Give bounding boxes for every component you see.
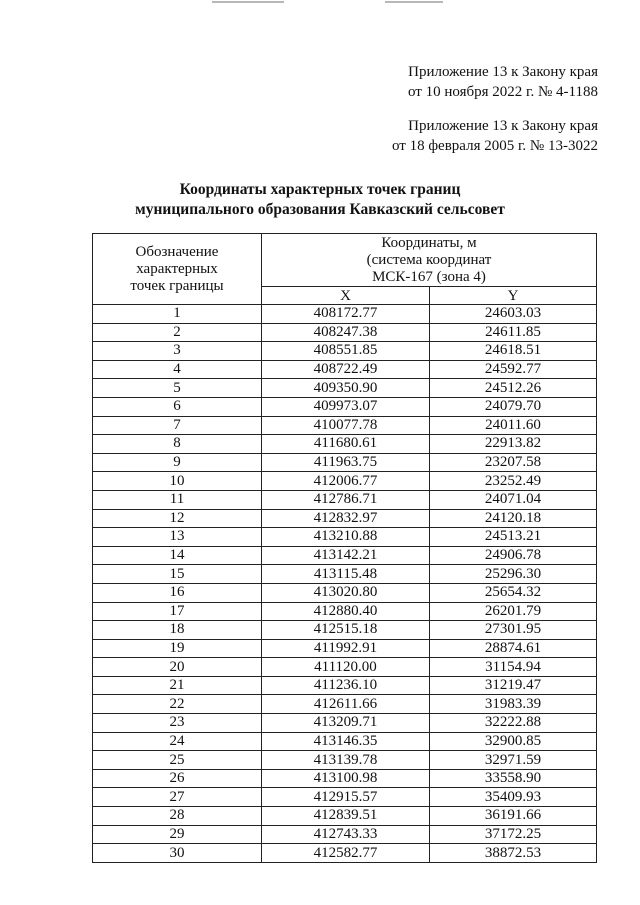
table-row [93, 825, 597, 844]
table-row [93, 676, 597, 695]
point-number-cell: 14 [93, 546, 262, 565]
point-number-cell: 27 [93, 788, 262, 807]
table-row [93, 695, 597, 714]
header-line: Координаты, м [381, 234, 477, 251]
point-number-cell: 9 [93, 453, 262, 472]
point-number-cell: 29 [93, 825, 262, 844]
y-coordinate-cell: 26201.79 [430, 602, 597, 621]
y-coordinate-cell: 31983.39 [430, 695, 597, 714]
x-coordinate-cell: 412743.33 [262, 825, 430, 844]
x-coordinate-cell: 412515.18 [262, 621, 430, 640]
x-coordinate-cell: 408551.85 [262, 342, 430, 361]
table-row [93, 360, 597, 379]
table-row [93, 658, 597, 677]
table-row [93, 602, 597, 621]
y-coordinate-cell: 27301.95 [430, 621, 597, 640]
table-body [93, 305, 597, 863]
table-row [93, 732, 597, 751]
y-coordinate-cell: 38872.53 [430, 844, 597, 863]
y-coordinate-cell: 32222.88 [430, 714, 597, 733]
x-coordinate-cell: 413115.48 [262, 565, 430, 584]
appendix-reference-current [408, 62, 598, 102]
x-coordinate-cell: 413100.98 [262, 769, 430, 788]
table-row [93, 305, 597, 324]
x-coordinate-cell: 413139.78 [262, 751, 430, 770]
table-row [93, 639, 597, 658]
header-line: характерных [136, 260, 218, 277]
top-edge-marks [0, 0, 640, 6]
point-number-cell: 21 [93, 676, 262, 695]
point-number-cell: 19 [93, 639, 262, 658]
x-coordinate-cell: 411680.61 [262, 435, 430, 454]
table-row [93, 621, 597, 640]
x-coordinate-cell: 411120.00 [262, 658, 430, 677]
y-coordinate-cell: 23252.49 [430, 472, 597, 491]
y-coordinate-cell: 35409.93 [430, 788, 597, 807]
y-coordinate-cell: 32900.85 [430, 732, 597, 751]
x-coordinate-cell: 412880.40 [262, 602, 430, 621]
point-number-cell: 30 [93, 844, 262, 863]
y-coordinate-cell: 36191.66 [430, 807, 597, 826]
point-number-cell: 11 [93, 490, 262, 509]
point-number-cell: 12 [93, 509, 262, 528]
point-number-cell: 7 [93, 416, 262, 435]
y-coordinate-cell: 24906.78 [430, 546, 597, 565]
point-number-cell: 18 [93, 621, 262, 640]
table-row [93, 751, 597, 770]
y-coordinate-cell: 31219.47 [430, 676, 597, 695]
table-row [93, 788, 597, 807]
point-number-cell: 5 [93, 379, 262, 398]
title-line: Координаты характерных точек границ [179, 181, 461, 198]
appendix-date-line: от 18 февраля 2005 г. № 13-3022 [391, 138, 598, 154]
y-coordinate-cell: 25654.32 [430, 583, 597, 602]
y-coordinate-cell: 25296.30 [430, 565, 597, 584]
y-coordinate-cell: 33558.90 [430, 769, 597, 788]
table-row [93, 490, 597, 509]
header-line: точек границы [130, 277, 224, 294]
title-line: муниципального образования Кавказский сельсовет [135, 201, 505, 218]
header-line: МСК-167 (зона 4) [372, 268, 486, 285]
y-coordinate-cell: 24592.77 [430, 360, 597, 379]
document-title [0, 180, 640, 220]
x-coordinate-cell: 409350.90 [262, 379, 430, 398]
point-number-cell: 23 [93, 714, 262, 733]
table-row [93, 435, 597, 454]
y-coordinate-cell: 24611.85 [430, 323, 597, 342]
x-coordinate-cell: 408172.77 [262, 305, 430, 324]
point-number-cell: 13 [93, 528, 262, 547]
appendix-reference-original [392, 116, 598, 156]
table-row [93, 769, 597, 788]
coordinates-column-header [262, 234, 597, 287]
table-row [93, 844, 597, 863]
x-coordinate-cell: 408247.38 [262, 323, 430, 342]
table-row [93, 323, 597, 342]
point-number-cell: 24 [93, 732, 262, 751]
table-row [93, 416, 597, 435]
point-number-cell: 17 [93, 602, 262, 621]
point-number-cell: 28 [93, 807, 262, 826]
table-row [93, 546, 597, 565]
y-coordinate-cell: 24513.21 [430, 528, 597, 547]
x-coordinate-cell: 412786.71 [262, 490, 430, 509]
x-coordinate-cell: 411963.75 [262, 453, 430, 472]
table-row [93, 453, 597, 472]
y-coordinate-cell: 24079.70 [430, 397, 597, 416]
x-coordinate-cell: 410077.78 [262, 416, 430, 435]
table-row [93, 472, 597, 491]
point-number-cell: 20 [93, 658, 262, 677]
x-coordinate-cell: 412839.51 [262, 807, 430, 826]
y-coordinate-cell: 24512.26 [430, 379, 597, 398]
point-number-cell: 10 [93, 472, 262, 491]
coordinates-table [92, 233, 597, 863]
y-coordinate-cell: 24603.03 [430, 305, 597, 324]
y-coordinate-cell: 24071.04 [430, 490, 597, 509]
x-coordinate-cell: 411992.91 [262, 639, 430, 658]
x-coordinate-cell: 412915.57 [262, 788, 430, 807]
x-coordinate-cell: 412832.97 [262, 509, 430, 528]
point-number-cell: 26 [93, 769, 262, 788]
point-number-cell: 15 [93, 565, 262, 584]
x-column-header: X [262, 287, 430, 305]
y-coordinate-cell: 22913.82 [430, 435, 597, 454]
point-number-cell: 22 [93, 695, 262, 714]
table-row [93, 714, 597, 733]
x-coordinate-cell: 413142.21 [262, 546, 430, 565]
point-number-cell: 1 [93, 305, 262, 324]
y-coordinate-cell: 37172.25 [430, 825, 597, 844]
table-row [93, 565, 597, 584]
table-row [93, 583, 597, 602]
header-line: Обозначение [135, 243, 219, 260]
point-number-cell: 25 [93, 751, 262, 770]
table-row [93, 342, 597, 361]
point-number-cell: 2 [93, 323, 262, 342]
x-coordinate-cell: 413146.35 [262, 732, 430, 751]
x-coordinate-cell: 411236.10 [262, 676, 430, 695]
x-coordinate-cell: 413209.71 [262, 714, 430, 733]
appendix-line: Приложение 13 к Закону края [408, 64, 598, 80]
point-number-cell: 4 [93, 360, 262, 379]
y-coordinate-cell: 23207.58 [430, 453, 597, 472]
appendix-line: Приложение 13 к Закону края [408, 118, 598, 134]
point-number-cell: 6 [93, 397, 262, 416]
point-number-cell: 16 [93, 583, 262, 602]
x-coordinate-cell: 409973.07 [262, 397, 430, 416]
table-row [93, 509, 597, 528]
x-coordinate-cell: 412006.77 [262, 472, 430, 491]
table-row [93, 807, 597, 826]
y-coordinate-cell: 31154.94 [430, 658, 597, 677]
y-coordinate-cell: 32971.59 [430, 751, 597, 770]
x-coordinate-cell: 412611.66 [262, 695, 430, 714]
x-coordinate-cell: 413210.88 [262, 528, 430, 547]
appendix-date-line: от 10 ноября 2022 г. № 4-1188 [408, 84, 598, 100]
table-row [93, 397, 597, 416]
header-line: (система координат [366, 251, 492, 268]
point-number-cell: 8 [93, 435, 262, 454]
table-row [93, 528, 597, 547]
x-coordinate-cell: 408722.49 [262, 360, 430, 379]
point-column-header [93, 234, 262, 305]
point-number-cell: 3 [93, 342, 262, 361]
y-coordinate-cell: 24120.18 [430, 509, 597, 528]
x-coordinate-cell: 412582.77 [262, 844, 430, 863]
y-coordinate-cell: 24618.51 [430, 342, 597, 361]
table-row [93, 379, 597, 398]
y-coordinate-cell: 24011.60 [430, 416, 597, 435]
x-coordinate-cell: 413020.80 [262, 583, 430, 602]
y-column-header: Y [430, 287, 597, 305]
y-coordinate-cell: 28874.61 [430, 639, 597, 658]
